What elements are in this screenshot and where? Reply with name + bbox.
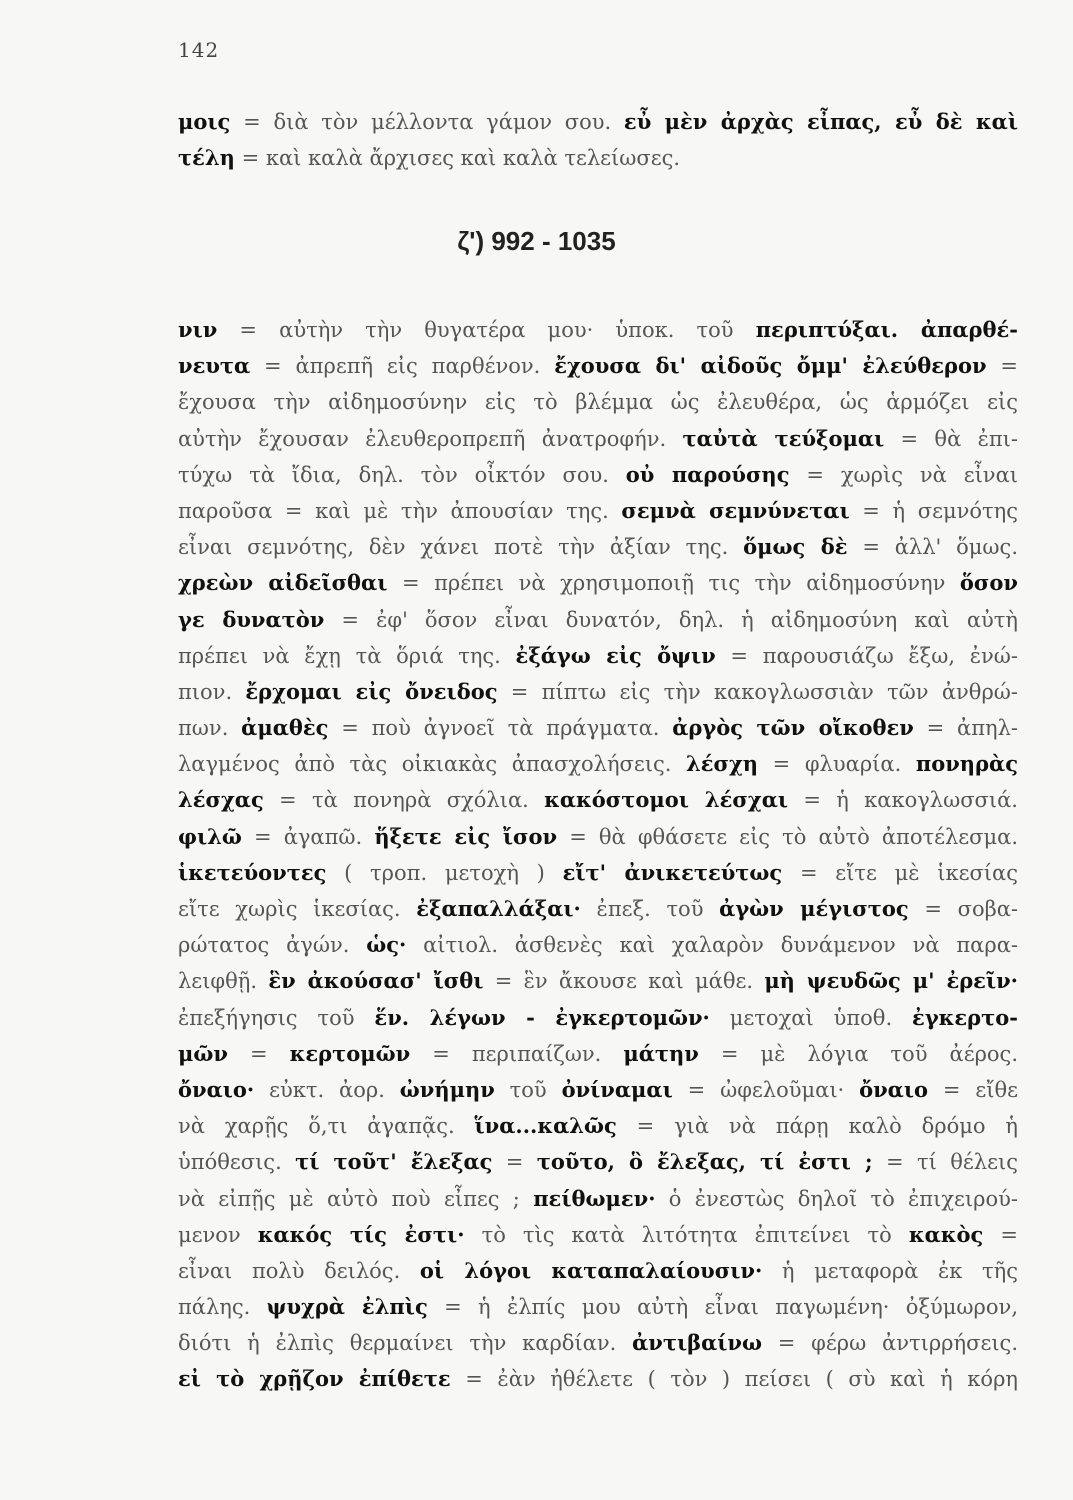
lemma-term: εἰ τὸ χρῇζον ἐπίθετε xyxy=(178,1366,451,1392)
gloss-text: πάλης. xyxy=(178,1295,267,1320)
lemma-term: περιπτύξαι. ἀπαρθέ- xyxy=(755,317,1018,342)
lemma-term: σεμνὰ σεμνύνεται xyxy=(621,497,850,523)
lemma-term: νευτα xyxy=(178,353,251,379)
gloss-text: μετοχαὶ ὑποθ. xyxy=(709,1005,913,1030)
page-number: 142 xyxy=(178,38,220,62)
lemma-term: ἀργὸς τῶν οἴκοθεν xyxy=(672,715,914,741)
lemma-term: ἕν. λέγων - ἐγκερτομῶν· xyxy=(374,1004,710,1030)
text-line xyxy=(178,1072,1018,1108)
gloss-text: = εἴτε μὲ ἱκεσίας xyxy=(782,860,1018,885)
lemma-term: ὅμως δὲ xyxy=(743,534,848,560)
lemma-term: ἀμαθὲς xyxy=(241,715,329,741)
intro-paragraph xyxy=(178,104,1018,176)
lemma-term: κακὸς xyxy=(908,1221,984,1247)
lemma-term: κερτομῶν xyxy=(289,1040,411,1066)
gloss-text: νὰ εἰπῇς μὲ αὐτὸ ποὺ εἶπες ; xyxy=(178,1186,534,1211)
gloss-text: νὰ χαρῇς ὅ,τι ἀγαπᾷς. xyxy=(178,1114,475,1139)
gloss-text: λαγμένος ἀπὸ τὰς οἰκιακὰς ἀπασχολήσεις. xyxy=(178,752,687,777)
gloss-text: ὑπόθεσις. xyxy=(178,1150,296,1175)
lemma-term: ὡς· xyxy=(366,932,407,958)
lemma-term: ἵνα...καλῶς xyxy=(474,1113,617,1139)
text-line xyxy=(178,348,1018,384)
lemma-term: χρεὼν αἰδεῖσθαι xyxy=(178,570,388,596)
gloss-text: = μὲ λόγια τοῦ ἀέρος. xyxy=(698,1041,1018,1066)
lemma-term: φιλῶ xyxy=(178,823,242,849)
lemma-term: ταὐτὰ τεύξομαι xyxy=(682,425,885,451)
gloss-text: = χωρὶς νὰ εἶναι xyxy=(789,462,1018,487)
gloss-text: εἶναι σεμνότης, δὲν χάνει ποτὲ τὴν ἀξίαν της. xyxy=(178,535,744,560)
gloss-text: = φλυαρία. xyxy=(758,752,916,777)
text-line xyxy=(178,1108,1018,1144)
gloss-text: διότι ἡ ἐλπὶς θερμαίνει τὴν καρδίαν. xyxy=(178,1331,633,1356)
lemma-term: τοῦτο, ὃ ἔλεξας, τί ἐστι ; xyxy=(536,1149,873,1175)
text-line xyxy=(178,963,1018,999)
gloss-text: ἔχουσα τὴν αἰδημοσύνην εἰς τὸ βλέμμα ὡς ἐλευθέρα, ὡς ἁρμόζει εἰς xyxy=(178,390,1018,415)
gloss-text: = ἓν ἄκουσε καὶ μάθε. xyxy=(483,969,765,994)
gloss-text: = ἀγαπῶ. xyxy=(241,824,375,849)
text-line xyxy=(178,384,1018,420)
gloss-text: λειφθῇ. xyxy=(178,969,269,994)
gloss-text: = παρουσιάζω ἔξω, ἐνώ- xyxy=(715,643,1018,668)
gloss-text: = γιὰ νὰ πάρῃ καλὸ δρόμο ἡ xyxy=(616,1114,1018,1139)
lemma-term: γε δυνατὸν xyxy=(178,606,325,632)
gloss-text: = ὠφελοῦμαι· xyxy=(672,1077,860,1102)
text-line xyxy=(178,602,1018,638)
gloss-text: = xyxy=(227,1041,290,1066)
lemma-term: εὖ μὲν ἀρχὰς εἶπας, εὖ δὲ καὶ xyxy=(623,109,1018,134)
gloss-text: ὁ ἐνεστὼς δηλοῖ τὸ ἐπιχειρού- xyxy=(655,1186,1018,1211)
text-line xyxy=(178,1289,1018,1325)
gloss-text: αἰτιολ. ἀσθενὲς καὶ χαλαρὸν δυνάμενον νὰ παρα- xyxy=(406,933,1018,958)
gloss-text: = xyxy=(986,354,1018,379)
lemma-term: μάτην xyxy=(623,1040,699,1066)
gloss-text: ἐπεξ. τοῦ xyxy=(580,897,720,921)
gloss-text: = θὰ φθάσετε εἰς τὸ αὐτὸ ἀποτέλεσμα. xyxy=(557,824,1018,849)
glossary-paragraph xyxy=(178,312,1018,1398)
gloss-text: = καὶ καλὰ ἄρχισες καὶ καλὰ τελείωσες. xyxy=(234,146,681,171)
lemma-term: κακός τίς ἐστι· xyxy=(257,1221,465,1247)
lemma-term: εἴτ' ἀνικετεύτως xyxy=(562,859,783,885)
text-line xyxy=(178,312,1018,348)
lemma-term: λέσχας xyxy=(178,787,264,813)
lemma-term: οἱ λόγοι καταπαλαίουσιν· xyxy=(419,1257,763,1283)
lemma-term: ἀγὼν μέγιστος xyxy=(719,896,909,921)
text-line xyxy=(178,529,1018,565)
gloss-text: = τὰ πονηρὰ σχόλια. xyxy=(263,788,545,813)
gloss-text: εἴτε χωρὶς ἱκεσίας. xyxy=(178,897,417,921)
gloss-text: = διὰ τὸν μέλλοντα γάμον σου. xyxy=(230,110,624,134)
gloss-text: = πρέπει νὰ χρησιμοποιῇ τις τὴν αἰδημοσύνην xyxy=(387,571,960,596)
gloss-text: τὸ τὶς κατὰ λιτότητα ἐπιτείνει τὸ xyxy=(464,1222,909,1247)
text-line xyxy=(178,819,1018,855)
text-line xyxy=(178,1036,1018,1072)
gloss-text: τύχω τὰ ἴδια, δηλ. τὸν οἶκτόν σου. xyxy=(178,462,626,487)
lemma-term: ἔχουσα δι' αἰδοῦς ὄμμ' ἐλεύθερον xyxy=(554,353,987,379)
text-line xyxy=(178,710,1018,746)
lemma-term: κακόστομοι λέσχαι xyxy=(544,787,789,813)
lemma-term: ἥξετε εἰς ἴσον xyxy=(374,823,558,849)
lemma-term: μοις xyxy=(178,109,231,134)
gloss-text: = τί θέλεις xyxy=(872,1150,1018,1175)
gloss-text: = ποὺ ἀγνοεῖ τὰ πράγματα. xyxy=(328,716,673,741)
gloss-text: ἐπεξήγησις τοῦ xyxy=(178,1005,375,1030)
text-line xyxy=(178,1325,1018,1361)
lemma-term: ἔρχομαι εἰς ὄνειδος xyxy=(245,678,498,704)
lemma-term: ὠνήμην xyxy=(399,1076,495,1102)
gloss-text: = περιπαίζων. xyxy=(410,1041,624,1066)
lemma-term: τέλη xyxy=(178,145,235,171)
gloss-text: = xyxy=(983,1222,1018,1247)
gloss-text: = σοβα- xyxy=(908,897,1018,921)
lemma-term: πείθωμεν· xyxy=(533,1185,656,1211)
gloss-text: εἶναι πολὺ δειλός. xyxy=(178,1258,420,1283)
lemma-term: ὅσον xyxy=(959,570,1018,596)
gloss-text: = αὐτὴν τὴν θυγατέρα μου· ὑποκ. τοῦ xyxy=(217,318,756,342)
gloss-text: = ἡ σεμνότης xyxy=(849,498,1018,523)
gloss-text: = ἐφ' ὅσον εἶναι δυνατόν, δηλ. ἡ αἰδημοσύνη καὶ αὐτὴ xyxy=(324,607,1018,632)
gloss-text: αὐτὴν ἔχουσαν ἐλευθεροπρεπῆ ἀνατροφήν. xyxy=(178,426,683,451)
gloss-text: τοῦ xyxy=(494,1077,562,1102)
gloss-text: = xyxy=(492,1150,537,1175)
text-line xyxy=(178,1144,1018,1180)
gloss-text: = φέρω ἀντιρρήσεις. xyxy=(761,1331,1018,1356)
lemma-term: τί τοῦτ' ἔλεξας xyxy=(295,1149,493,1175)
text-line xyxy=(178,1181,1018,1217)
text-line xyxy=(178,746,1018,782)
text-line xyxy=(178,1253,1018,1289)
text-line xyxy=(178,927,1018,963)
gloss-text: = ἐὰν ἠθέλετε ( τὸν ) πείσει ( σὺ καὶ ἡ κόρη xyxy=(450,1367,1018,1392)
gloss-text: πων. xyxy=(178,716,242,741)
gloss-text: πιον. xyxy=(178,679,246,704)
lemma-term: ἐξάγω εἰς ὄψιν xyxy=(515,642,716,668)
lemma-term: μὴ ψευδῶς μ' ἐρεῖν· xyxy=(764,968,1018,994)
lemma-term: ἱκετεύοντες xyxy=(178,859,327,885)
gloss-text: = ἡ ἐλπίς μου αὐτὴ εἶναι παγωμένη· ὀξύμωρον, xyxy=(427,1295,1018,1320)
text-line xyxy=(178,1000,1018,1036)
gloss-text: ἡ μεταφορὰ ἐκ τῆς xyxy=(762,1258,1018,1283)
text-line xyxy=(178,782,1018,818)
lemma-term: πονηρὰς xyxy=(915,751,1018,777)
gloss-text: πρέπει νὰ ἔχῃ τὰ ὅριά της. xyxy=(178,643,516,668)
gloss-text: εὐκτ. ἀορ. xyxy=(254,1077,400,1102)
text-line xyxy=(178,421,1018,457)
text-line xyxy=(178,493,1018,529)
lemma-term: λέσχη xyxy=(686,751,759,777)
text-line xyxy=(178,1217,1018,1253)
gloss-text: = θὰ ἐπι- xyxy=(884,426,1018,451)
text-line xyxy=(178,855,1018,891)
text-line xyxy=(178,891,1018,927)
text-line xyxy=(178,565,1018,601)
lemma-term: ὄναιο· xyxy=(178,1076,255,1102)
section-heading: ζ') 992 - 1035 xyxy=(457,226,616,256)
gloss-text: παροῦσα = καὶ μὲ τὴν ἀπουσίαν της. xyxy=(178,498,622,523)
lemma-term: ὄναιο xyxy=(859,1076,929,1102)
lemma-term: οὐ παρούσης xyxy=(625,461,790,487)
text-line xyxy=(178,674,1018,710)
gloss-text: = ἀπηλ- xyxy=(913,716,1018,741)
text-line xyxy=(178,140,1018,176)
gloss-text: ( τροπ. μετοχὴ ) xyxy=(326,860,563,885)
lemma-term: ἐξαπαλλάξαι· xyxy=(416,896,581,921)
text-line xyxy=(178,1361,1018,1397)
gloss-text: = εἴθε xyxy=(928,1077,1018,1102)
text-line xyxy=(178,104,1018,140)
gloss-text: = ἀπρεπῆ εἰς παρθένον. xyxy=(250,354,555,379)
gloss-text: ρώτατος ἀγών. xyxy=(178,933,367,958)
gloss-text: = πίπτω εἰς τὴν κακογλωσσιὰν τῶν ἀνθρώ- xyxy=(497,679,1018,704)
text-line xyxy=(178,638,1018,674)
gloss-text: μενον xyxy=(178,1222,258,1247)
gloss-text: = ἡ κακογλωσσιά. xyxy=(788,788,1018,813)
lemma-term: μῶν xyxy=(178,1040,228,1066)
lemma-term: ὀνίναμαι xyxy=(561,1076,673,1102)
lemma-term: ψυχρὰ ἐλπὶς xyxy=(266,1294,428,1320)
lemma-term: νιν xyxy=(178,317,218,342)
lemma-term: ἀντιβαίνω xyxy=(632,1330,762,1356)
gloss-text: = ἀλλ' ὅμως. xyxy=(847,535,1018,560)
lemma-term: ἐγκερτο- xyxy=(912,1004,1018,1030)
text-line xyxy=(178,457,1018,493)
lemma-term: ἓν ἀκούσασ' ἴσθι xyxy=(268,968,484,994)
